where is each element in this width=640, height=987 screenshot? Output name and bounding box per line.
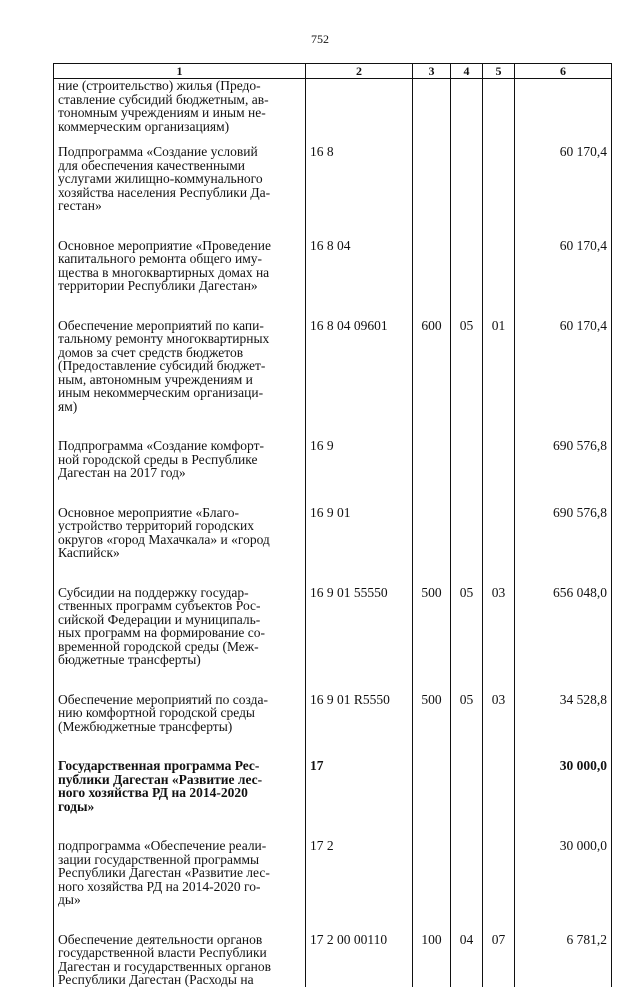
table-row (54, 693, 612, 760)
budget-table (53, 63, 612, 987)
table-row (54, 145, 612, 239)
row-code: 16 9 01 55550 (306, 586, 413, 693)
table-row (54, 839, 612, 933)
row-code: 16 8 04 09601 (306, 319, 413, 440)
row-subsection (483, 839, 515, 933)
row-amount: 690 576,8 (515, 506, 612, 586)
row-name: подпрограмма «Обеспечение реали- зации государственной программы Республики Дагестан «Развитие лес- ного хозяйства РД на 2014-2020 го- ды» (54, 839, 306, 933)
row-subsection (483, 145, 515, 239)
row-expense-type (413, 239, 451, 319)
row-name: Обеспечение деятельности органов государственной власти Республики Дагестан и государственных органов Республики Дагестан (Расходы на (54, 933, 306, 987)
row-expense-type (413, 145, 451, 239)
row-subsection (483, 439, 515, 506)
row-subsection: 01 (483, 319, 515, 440)
table-row (54, 239, 612, 319)
row-amount: 60 170,4 (515, 239, 612, 319)
row-subsection (483, 79, 515, 146)
row-name: Обеспечение мероприятий по созда- нию комфортной городской среды (Межбюджетные трансферты) (54, 693, 306, 760)
table-row (54, 759, 612, 839)
row-name: Субсидии на поддержку государ- ственных программ субъектов Рос- сийской Федерации и муниципаль- ных программ на формирование со- временной городской среды (Меж- бюджетные трансферты) (54, 586, 306, 693)
row-section: 05 (451, 319, 483, 440)
row-section (451, 79, 483, 146)
row-code: 16 8 (306, 145, 413, 239)
row-amount: 60 170,4 (515, 319, 612, 440)
row-section (451, 145, 483, 239)
table-row (54, 506, 612, 586)
row-expense-type (413, 439, 451, 506)
row-name: Обеспечение мероприятий по капи- тальному ремонту многоквартирных домов за счет средств бюджетов (Предоставление субсидий бюджет- ным, автономным учреждениям и иным некоммерческим организаци- ям) (54, 319, 306, 440)
row-code (306, 79, 413, 146)
row-section (451, 759, 483, 839)
header-col-2: 2 (306, 64, 413, 79)
row-name: Государственная программа Рес- публики Дагестан «Развитие лес- ного хозяйства РД на 2014-2020 годы» (54, 759, 306, 839)
row-amount: 690 576,8 (515, 439, 612, 506)
row-section: 05 (451, 693, 483, 760)
row-expense-type (413, 506, 451, 586)
row-subsection: 03 (483, 693, 515, 760)
row-expense-type (413, 79, 451, 146)
row-code: 17 (306, 759, 413, 839)
row-amount: 60 170,4 (515, 145, 612, 239)
row-subsection (483, 759, 515, 839)
page-number: 752 (311, 32, 329, 46)
row-amount: 30 000,0 (515, 759, 612, 839)
table-header-row (54, 64, 612, 79)
row-expense-type (413, 839, 451, 933)
header-col-3: 3 (413, 64, 451, 79)
table-row (54, 319, 612, 440)
row-subsection (483, 506, 515, 586)
row-code: 17 2 (306, 839, 413, 933)
table-row (54, 79, 612, 146)
row-name: Основное мероприятие «Проведение капитального ремонта общего иму- щества в многоквартирных домах на территории Республики Дагестан» (54, 239, 306, 319)
row-subsection (483, 239, 515, 319)
row-expense-type: 100 (413, 933, 451, 987)
table-row (54, 586, 612, 693)
row-expense-type (413, 759, 451, 839)
row-section: 05 (451, 586, 483, 693)
row-code: 16 9 (306, 439, 413, 506)
header-col-4: 4 (451, 64, 483, 79)
row-name: Основное мероприятие «Благо- устройство территорий городских округов «город Махачкала» и «город Каспийск» (54, 506, 306, 586)
row-section (451, 839, 483, 933)
row-name: Подпрограмма «Создание условий для обеспечения качественными услугами жилищно-коммунального хозяйства населения Республики Да- гестан» (54, 145, 306, 239)
row-code: 16 9 01 (306, 506, 413, 586)
row-expense-type: 500 (413, 693, 451, 760)
row-subsection: 03 (483, 586, 515, 693)
row-code: 17 2 00 00110 (306, 933, 413, 987)
table-row (54, 933, 612, 987)
row-code: 16 8 04 (306, 239, 413, 319)
header-col-6: 6 (515, 64, 612, 79)
row-section (451, 239, 483, 319)
row-expense-type: 600 (413, 319, 451, 440)
row-name: Подпрограмма «Создание комфорт- ной городской среды в Республике Дагестан на 2017 год» (54, 439, 306, 506)
table-row (54, 439, 612, 506)
row-subsection: 07 (483, 933, 515, 987)
row-code: 16 9 01 R5550 (306, 693, 413, 760)
row-expense-type: 500 (413, 586, 451, 693)
header-col-1: 1 (54, 64, 306, 79)
row-section (451, 439, 483, 506)
row-amount (515, 79, 612, 146)
header-col-5: 5 (483, 64, 515, 79)
row-amount: 656 048,0 (515, 586, 612, 693)
row-amount: 34 528,8 (515, 693, 612, 760)
row-amount: 6 781,2 (515, 933, 612, 987)
row-section (451, 506, 483, 586)
row-name: ние (строительство) жилья (Предо- ставление субсидий бюджетным, ав- тономным учреждениям и иным не- коммерческим организациям) (54, 79, 306, 146)
row-section: 04 (451, 933, 483, 987)
row-amount: 30 000,0 (515, 839, 612, 933)
